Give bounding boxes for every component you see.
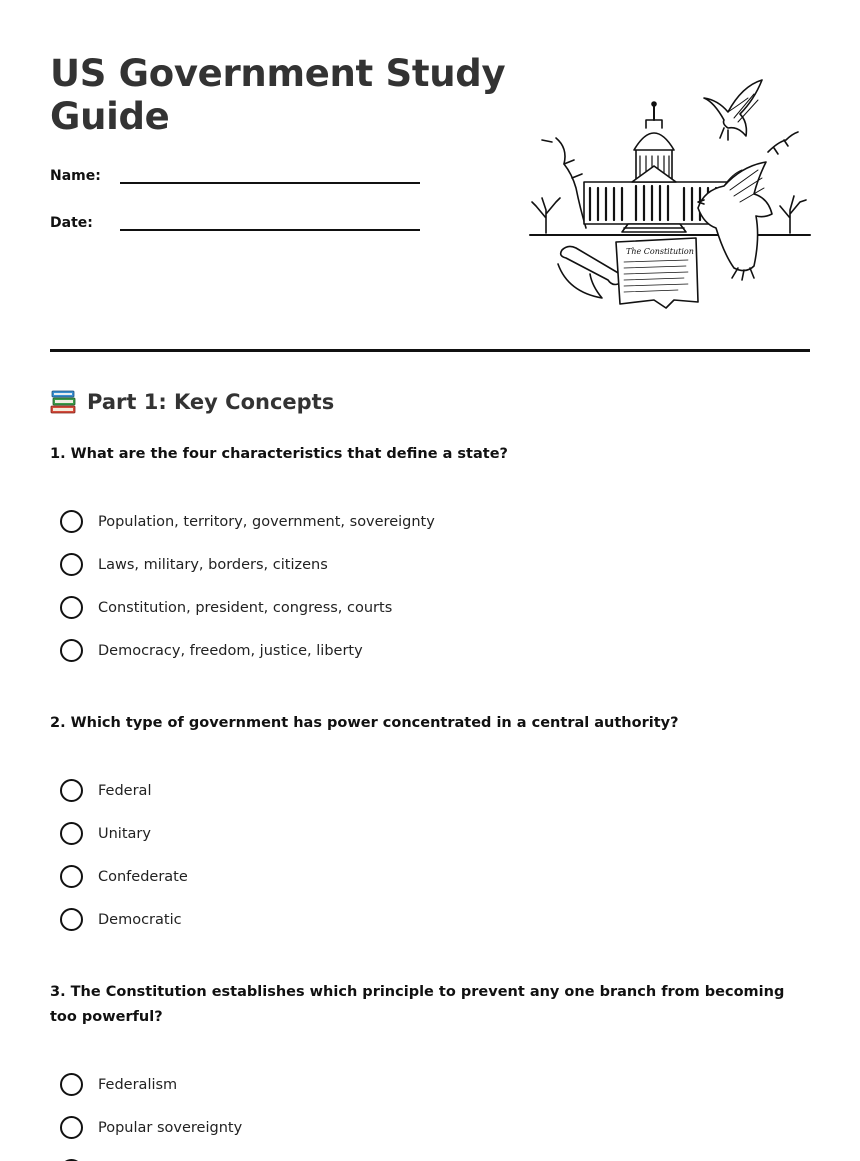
name-field-row [50, 166, 420, 184]
question-1-option-2[interactable] [60, 543, 435, 586]
question-1: 1. What are the four characteristics that define a state? [50, 446, 508, 462]
option-label: Federalism [98, 1076, 178, 1093]
question-3-option-2[interactable] [60, 1106, 242, 1149]
date-field-row [50, 213, 420, 231]
question-3-options [60, 1063, 242, 1161]
option-label: Unitary [98, 825, 151, 842]
radio-button[interactable] [60, 779, 83, 802]
radio-button[interactable] [60, 865, 83, 888]
question-1-option-1[interactable] [60, 500, 435, 543]
radio-button[interactable] [60, 822, 83, 845]
name-field[interactable] [120, 166, 420, 184]
question-2-option-3[interactable] [60, 855, 188, 898]
question-2-options [60, 769, 188, 941]
question-2-option-4[interactable] [60, 898, 188, 941]
question-3-option-1[interactable] [60, 1063, 242, 1106]
option-label: Constitution, president, congress, courts [98, 599, 393, 616]
question-2: 2. Which type of government has power concentrated in a central authority? [50, 715, 679, 731]
question-3-option-3-partial[interactable] [60, 1149, 242, 1161]
radio-button[interactable] [60, 510, 83, 533]
books-icon [50, 389, 78, 415]
date-label: Date: [50, 215, 93, 231]
option-label: Popular sovereignty [98, 1119, 243, 1136]
option-label: Population, territory, government, sovereignty [98, 513, 435, 530]
radio-button[interactable] [60, 596, 83, 619]
page-title: US Government Study Guide [50, 52, 506, 138]
radio-button[interactable] [60, 553, 83, 576]
date-field[interactable] [120, 213, 420, 231]
header-divider [50, 349, 810, 352]
section-heading [50, 389, 334, 415]
scroll-title: The Constitution [626, 247, 694, 256]
radio-button[interactable] [60, 1073, 83, 1096]
option-label: Confederate [98, 868, 188, 885]
section-title: Part 1: Key Concepts [87, 390, 335, 414]
option-label: Democratic [98, 911, 182, 928]
option-label: Federal [98, 782, 152, 799]
radio-button[interactable] [60, 908, 83, 931]
question-2-option-1[interactable] [60, 769, 188, 812]
question-1-option-3[interactable] [60, 586, 435, 629]
question-1-options [60, 500, 435, 672]
question-2-option-2[interactable] [60, 812, 188, 855]
radio-button[interactable] [60, 639, 83, 662]
capitol-eagle-illustration [528, 78, 812, 314]
page-header [50, 52, 810, 352]
name-label: Name: [50, 168, 101, 184]
question-3: 3. The Constitution establishes which principle to prevent any one branch from becoming too powerful? [50, 984, 785, 1025]
radio-button[interactable] [60, 1116, 83, 1139]
question-1-option-4[interactable] [60, 629, 435, 672]
option-label: Laws, military, borders, citizens [98, 556, 328, 573]
option-label: Democracy, freedom, justice, liberty [98, 642, 363, 659]
